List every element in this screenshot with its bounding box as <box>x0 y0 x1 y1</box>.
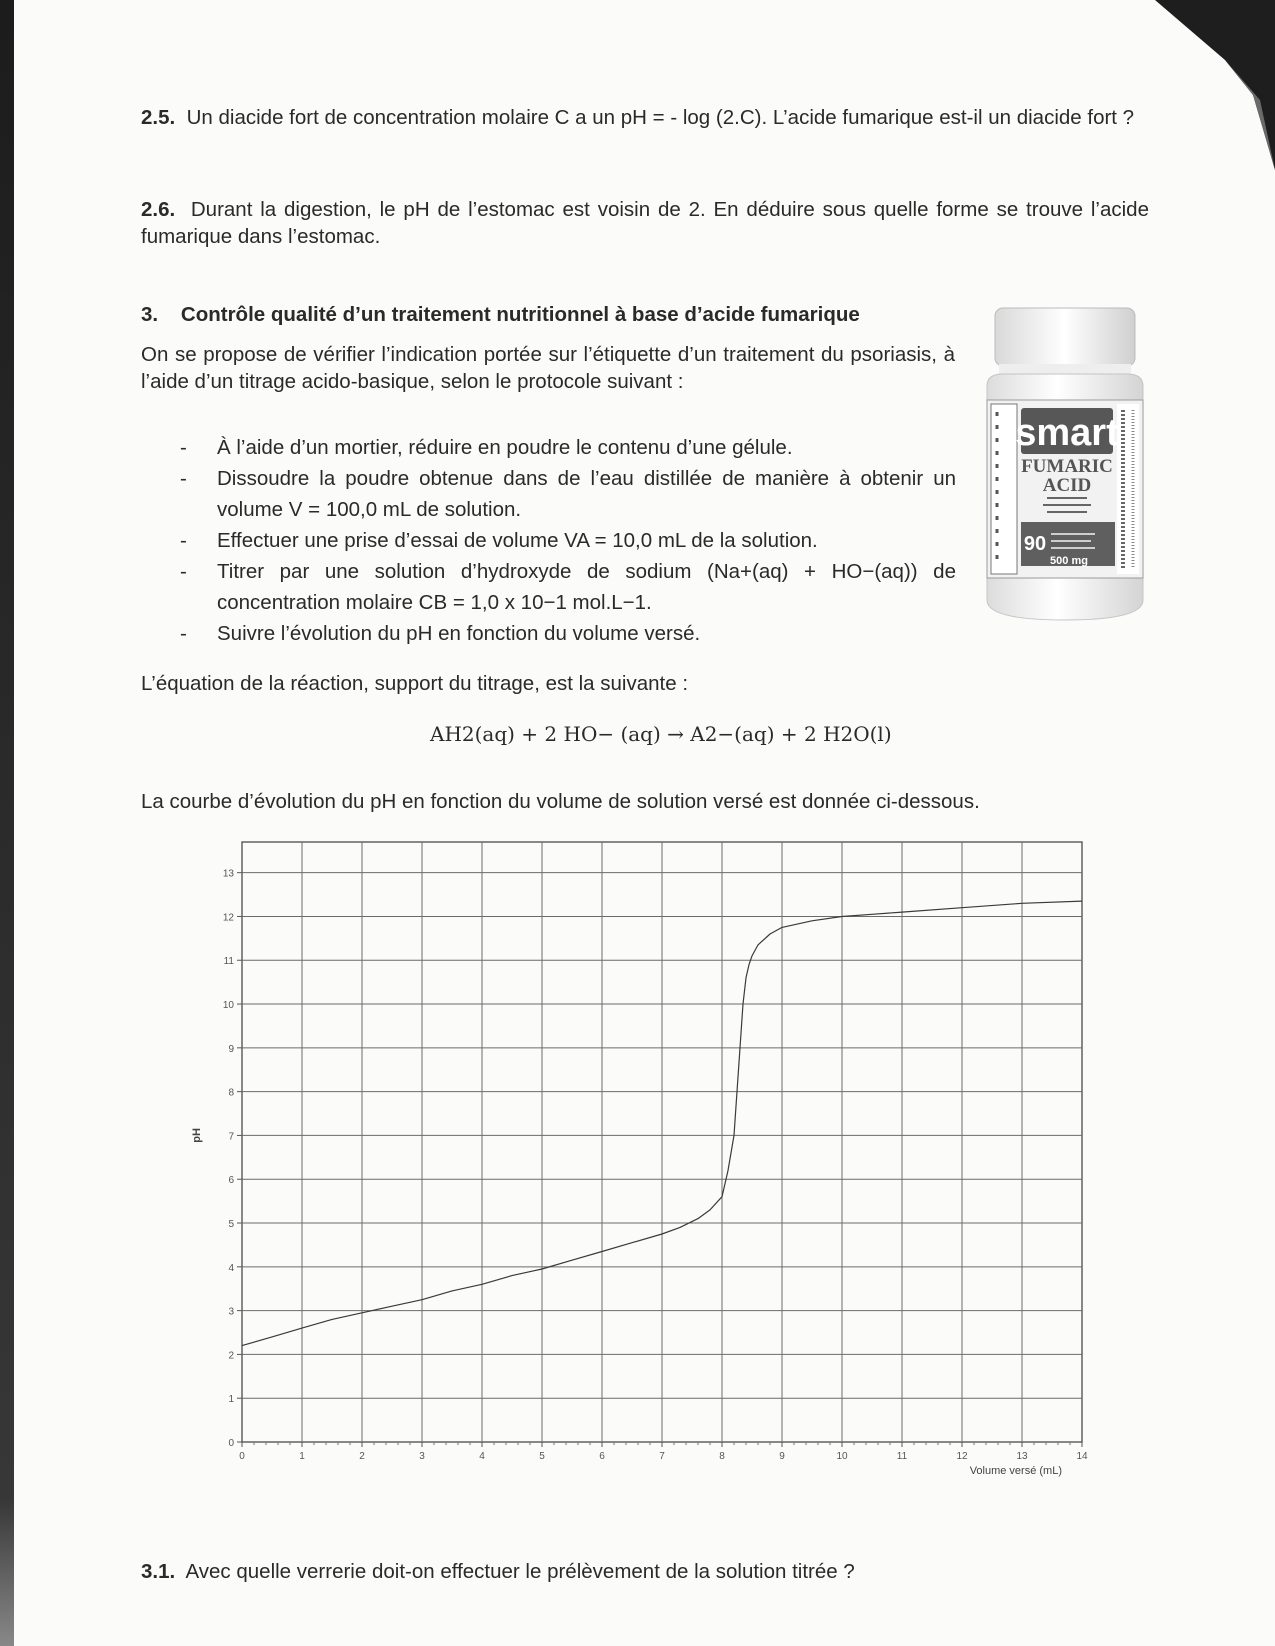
protocol-step: - Dissoudre la poudre obtenue dans de l’eau distillée de manière à obtenir un volume V = 100,0 mL de solution. <box>176 463 956 525</box>
y-tick-label: 1 <box>228 1394 234 1406</box>
y-tick-label: 10 <box>222 1000 234 1012</box>
scan-edge-left <box>0 0 14 1646</box>
x-tick-label: 4 <box>479 1451 485 1462</box>
section-3-intro: On se propose de vérifier l’indication portée sur l’étiquette d’un traitement du psoriasis, à l’aide d’un titrage acido-basique, selon le protocole suivant : <box>141 343 955 393</box>
protocol-step: - Titrer par une solution d’hydroxyde de sodium (Na+(aq) + HO−(aq)) de concentration molaire CB = 1,0 x 10−1 mol.L−1. <box>176 556 956 618</box>
y-tick-label: 9 <box>228 1043 234 1055</box>
product-name-line2: ACID <box>1042 475 1092 496</box>
x-tick-label: 7 <box>659 1451 665 1462</box>
question-number: 2.6. <box>141 198 176 221</box>
ph-titration-chart <box>180 832 1088 1512</box>
y-tick-label: 3 <box>228 1306 234 1318</box>
x-tick-label: 9 <box>779 1451 785 1462</box>
section-3-heading <box>141 301 971 328</box>
titration-equation <box>430 722 930 746</box>
protocol-list <box>176 432 956 649</box>
question-text: Durant la digestion, le pH de l’estomac est voisin de 2. En déduire sous quelle forme se trouve l’acide fumarique dans l’estomac. <box>141 198 1149 248</box>
product-count: 90 <box>1023 533 1047 555</box>
x-tick-label: 5 <box>539 1451 545 1462</box>
product-dose: 500 mg <box>1050 555 1088 567</box>
fumaric-acid-bottle-image <box>985 300 1145 630</box>
step-text: À l’aide d’un mortier, réduire en poudre le contenu d’une gélule. <box>217 436 793 459</box>
y-axis-label: pH <box>191 1128 203 1143</box>
step-text: Dissoudre la poudre obtenue dans de l’eau distillée de manière à obtenir un volume V = 100,0 mL de solution. <box>217 467 956 521</box>
x-tick-label: 13 <box>1016 1451 1028 1462</box>
question-2-6 <box>141 196 1149 250</box>
x-axis-label: Volume versé (mL) <box>969 1465 1062 1477</box>
question-3-1 <box>141 1558 1141 1585</box>
curve-intro: La courbe d’évolution du pH en fonction du volume de solution versé est donnée ci-dessous. <box>141 790 980 813</box>
scan-corner-fold <box>1155 0 1275 170</box>
x-tick-label: 12 <box>956 1451 968 1462</box>
equation-intro: L’équation de la réaction, support du titrage, est la suivante : <box>141 672 689 695</box>
x-tick-label: 2 <box>359 1451 365 1462</box>
y-tick-label: 2 <box>228 1350 234 1362</box>
question-2-5 <box>141 104 1149 131</box>
product-brand: smart <box>1015 412 1119 454</box>
protocol-step: - Suivre l’évolution du pH en fonction du volume versé. <box>176 618 956 649</box>
y-tick-label: 11 <box>223 956 234 968</box>
step-text: Suivre l’évolution du pH en fonction du volume versé. <box>217 622 701 645</box>
x-tick-label: 14 <box>1076 1451 1088 1462</box>
protocol-step: - À l’aide d’un mortier, réduire en poudre le contenu d’une gélule. <box>176 432 956 463</box>
y-tick-label: 4 <box>228 1262 234 1274</box>
question-text: Avec quelle verrerie doit-on effectuer le prélèvement de la solution titrée ? <box>185 1560 855 1583</box>
step-text: Titrer par une solution d’hydroxyde de sodium (Na+(aq) + HO−(aq)) de concentration molaire CB = 1,0 x 10−1 mol.L−1. <box>217 560 956 614</box>
question-number: 2.5. <box>141 106 176 129</box>
protocol-step: - Effectuer une prise d’essai de volume VA = 10,0 mL de la solution. <box>176 525 956 556</box>
x-tick-label: 0 <box>239 1451 245 1462</box>
y-tick-label: 5 <box>228 1219 234 1231</box>
x-tick-label: 11 <box>896 1451 908 1462</box>
question-number: 3.1. <box>141 1560 176 1583</box>
question-text: Un diacide fort de concentration molaire C a un pH = - log (2.C). L’acide fumarique est-il un diacide fort ? <box>186 106 1135 129</box>
y-tick-label: 12 <box>222 912 234 924</box>
x-tick-label: 3 <box>419 1451 425 1462</box>
y-tick-label: 8 <box>228 1087 234 1099</box>
ph-curve-svg <box>180 832 1088 1512</box>
equation-text: AH2(aq) + 2 HO− (aq) → A2−(aq) + 2 H2O(l) <box>430 722 892 746</box>
section-title: Contrôle qualité d’un traitement nutritionnel à base d’acide fumarique <box>180 303 860 326</box>
y-tick-label: 13 <box>222 868 234 880</box>
y-tick-label: 7 <box>228 1131 234 1143</box>
x-tick-label: 10 <box>836 1451 848 1462</box>
section-number: 3. <box>141 303 159 326</box>
x-tick-label: 6 <box>599 1451 605 1462</box>
x-tick-label: 8 <box>719 1451 725 1462</box>
y-tick-label: 0 <box>228 1438 234 1449</box>
y-tick-label: 6 <box>228 1175 234 1187</box>
x-tick-label: 1 <box>299 1451 305 1462</box>
product-name-line1: FUMARIC <box>1021 456 1113 477</box>
step-text: Effectuer une prise d’essai de volume VA = 10,0 mL de la solution. <box>217 529 818 552</box>
